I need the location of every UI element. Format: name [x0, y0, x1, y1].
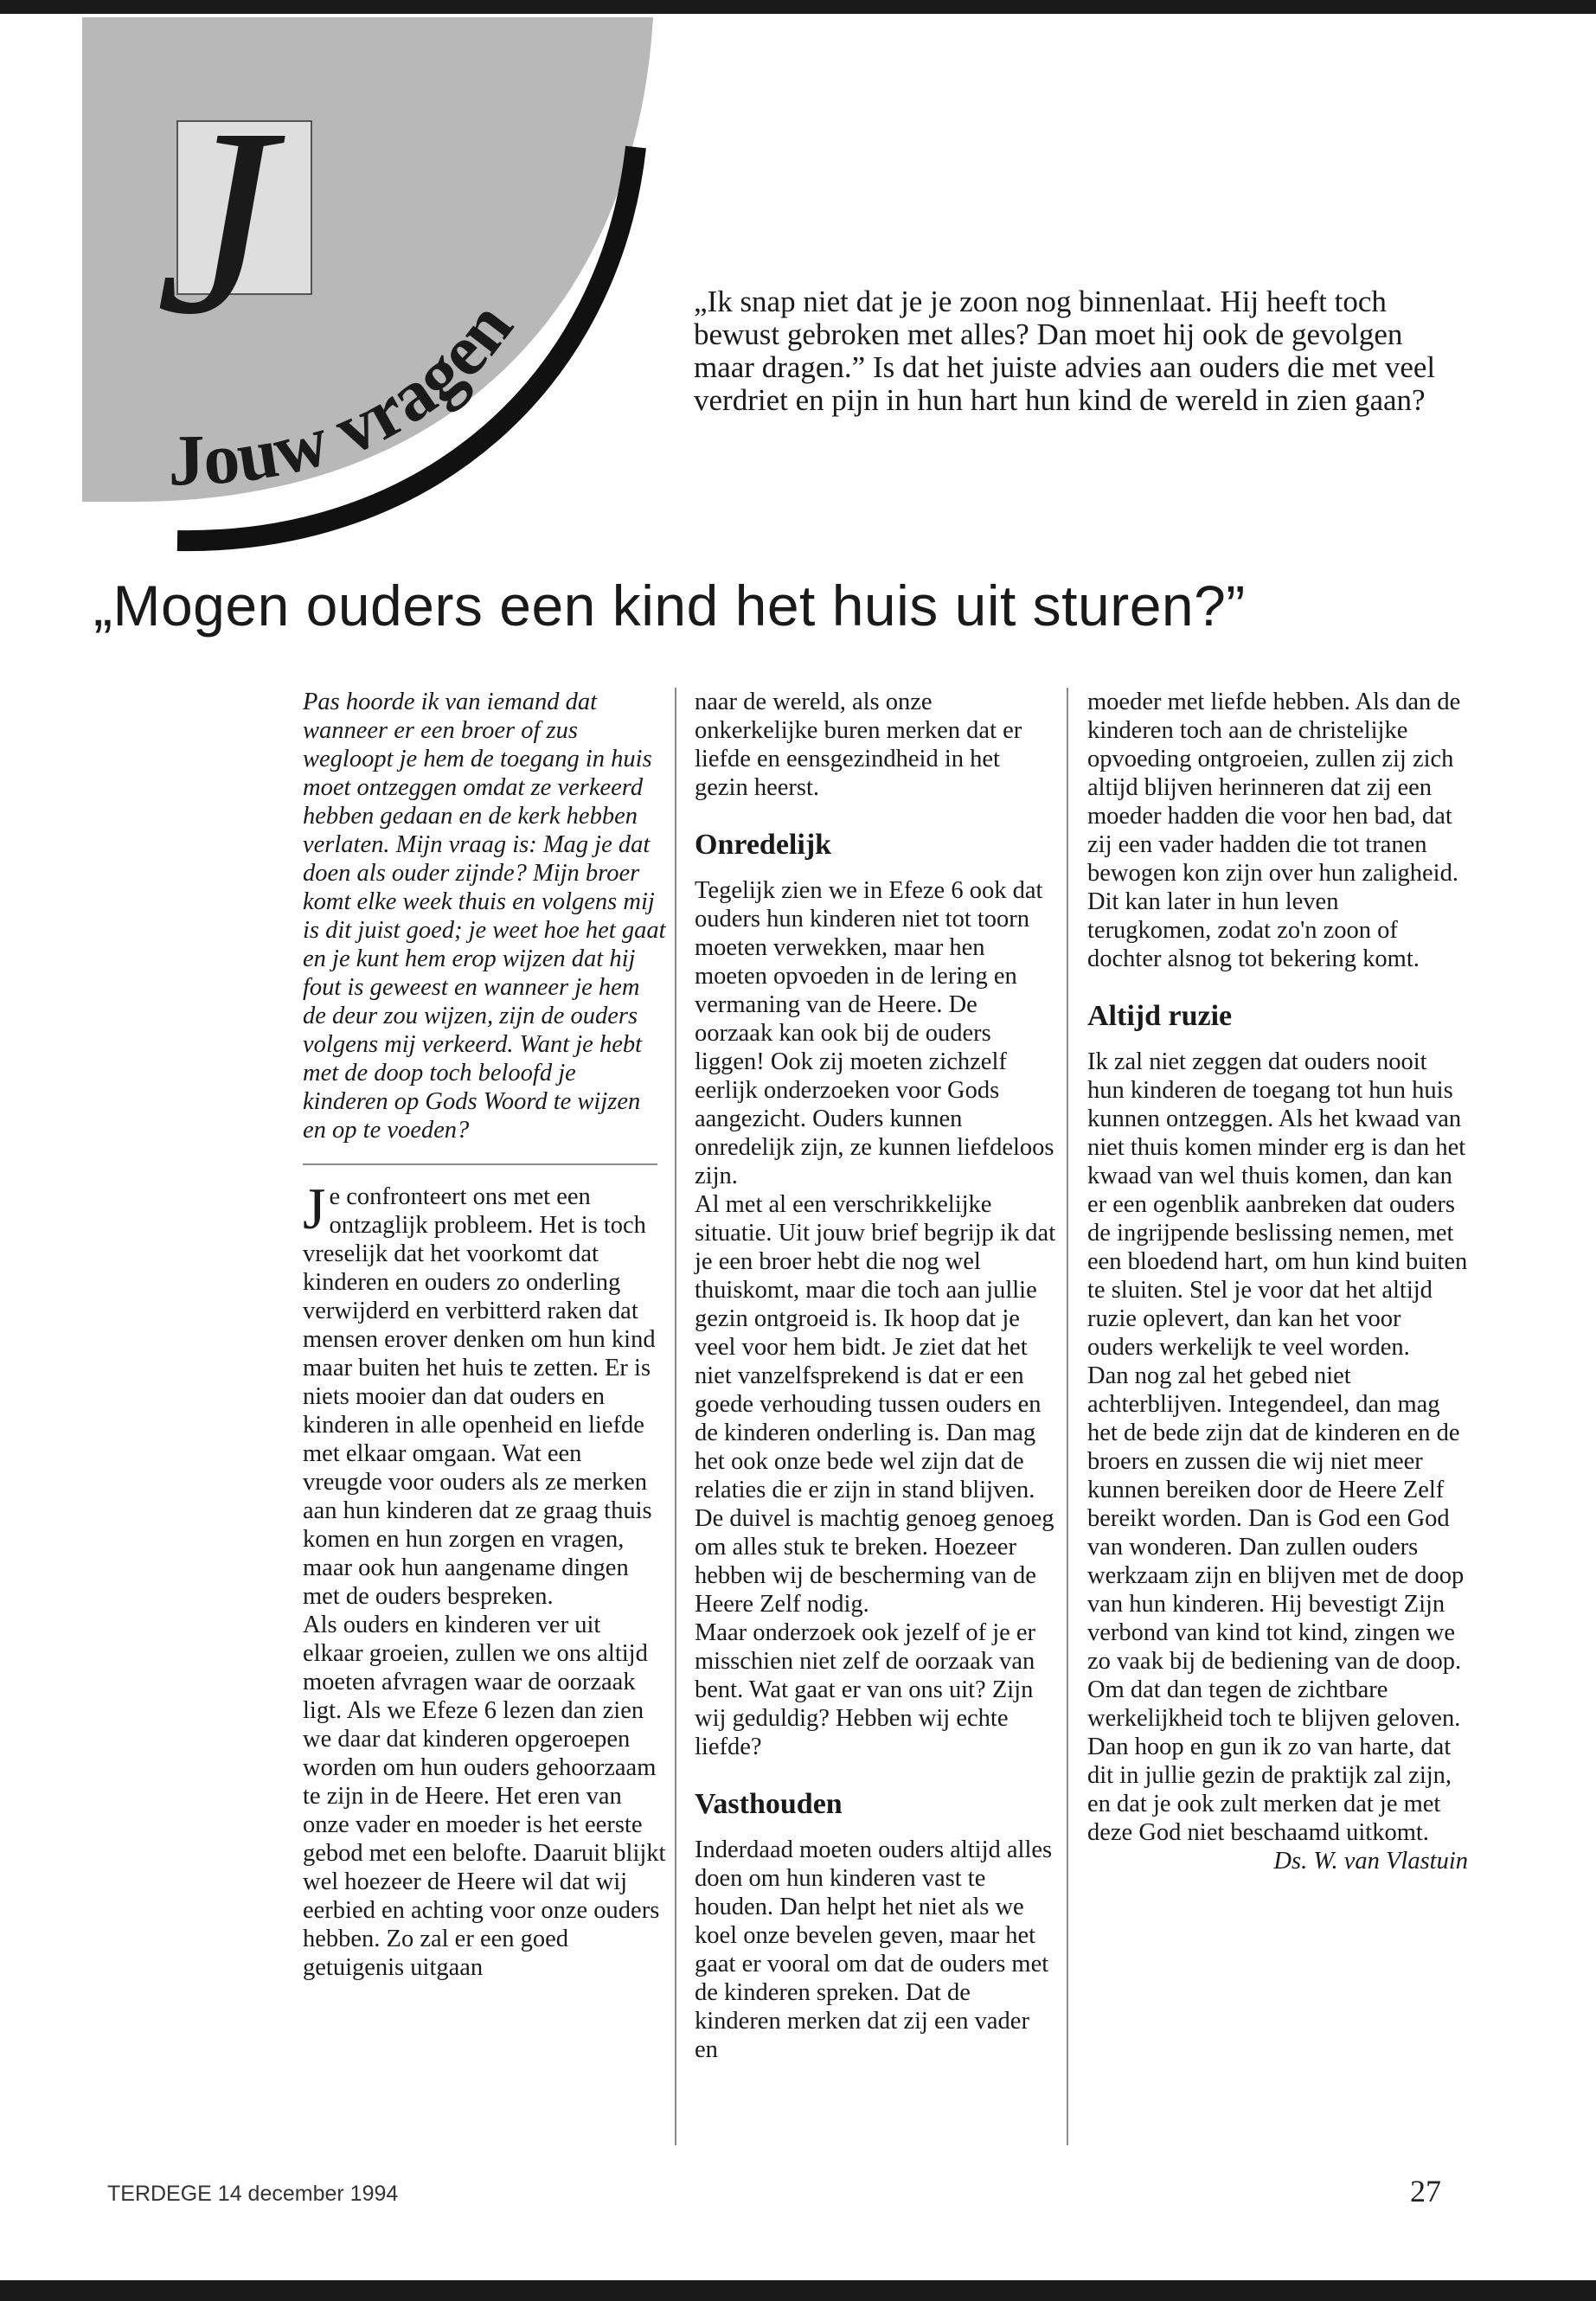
column-divider [675, 688, 676, 2145]
bottom-border [0, 2280, 1596, 2301]
answer-paragraph: naar de wereld, als onze onkerkelijke buren merken dat er liefde en eensgezindheid in het gezin heerst. [695, 689, 1022, 801]
article-column-1 [303, 688, 666, 1982]
page-title: „Mogen ouders een kind het huis uit sturen?” [93, 574, 1246, 638]
subheading-onredelijk: Onredelijk [695, 829, 832, 861]
top-border [0, 0, 1596, 14]
magazine-footer: TERDEGE 14 december 1994 [107, 2182, 399, 2206]
jouw-vragen-logo [82, 17, 653, 554]
article-column-2 [695, 688, 1058, 2064]
answer-paragraph-text: e confronteert ons met een ontzaglijk probleem. Het is toch vreselijk dat het voorkomt dat kinderen en ouders zo onderling verwijderd en verbitterd raken dat mensen erover denken om hun kind maar buiten het huis te zetten. Er is niets mooier dan dat ouders en kinderen in alle openheid en liefde met elkaar omgaan. Wat een vreugde voor ouders als ze merken aan hun kinderen dat ze graag thuis komen en hun zorgen en vragen, maar ook hun aangename dingen met de ouders bespreken. [303, 1183, 656, 1610]
question-divider [303, 1163, 657, 1165]
answer-paragraph: Maar onderzoek ook jezelf of je er misschien niet zelf de oorzaak van bent. Wat gaat er van ons uit? Zijn wij geduldig? Hebben wij echte liefde? [695, 1619, 1036, 1760]
logo-letter: J [156, 74, 275, 370]
answer-paragraph: Dan hoop en gun ik zo van harte, dat dit in jullie gezin de praktijk zal zijn, en dat je ook zult merken dat je met deze God niet beschaamd uitkomt. [1087, 1734, 1452, 1846]
drop-cap: J [303, 1176, 326, 1241]
reader-question: Pas hoorde ik van iemand dat wanneer er een broer of zus wegloopt je hem de toegang in huis moet ontzeggen omdat ze verkeerd hebben gedaan en de kerk hebben verlaten. Mijn vraag is: Mag je dat doen als ouder zijnde? Mijn broer komt elke week thuis en volgens mij is dit juist goed; je weet hoe het gaat en je kunt hem erop wijzen dat hij fout is geweest en wanneer je hem de deur zou wijzen, zijn de ouders volgens mij verkeerd. Want je hebt met de doop toch beloofd je kinderen op Gods Woord te wijzen en op te voeden? [303, 689, 666, 1144]
answer-paragraph: Ik zal niet zeggen dat ouders nooit hun kinderen de toegang tot hun huis kunnen ontzeggen. Als het kwaad van niet thuis komen minder erg is dan het kwaad van wel thuis komen, dan kan er een ogenblik aanbreken dat ouders de ingrijpende beslissing nemen, met een bloedend hart, om hun kind buiten te sluiten. Stel je voor dat het altijd ruzie oplevert, dan kan het voor ouders werkelijk te veel worden. [1087, 1048, 1468, 1361]
author-signature: Ds. W. van Vlastuin [1273, 1848, 1468, 1875]
logo-text: Jouw vragen [168, 286, 529, 502]
answer-paragraph [303, 1176, 666, 1611]
answer-paragraph: Al met al een verschrikkelijke situatie. Uit jouw brief begrijp ik dat je een broer hebt die nog wel thuiskomt, maar die toch aan jullie gezin ontgroeid is. Ik hoop dat je veel voor hem bidt. Je ziet dat het niet vanzelfsprekend is dat er een goede verhouding tussen ouders en de kinderen onderling is. Dan mag het ook onze bede wel zijn dat de relaties die er zijn in stand blijven. De duivel is machtig genoeg genoeg om alles stuk te breken. Hoezeer hebben wij de bescherming van de Heere Zelf nodig. [695, 1191, 1056, 1618]
intro-text: „Ik snap niet dat je je zoon nog binnenlaat. Hij heeft toch bewust gebroken met alles? Dan moet hij ook de gevolgen maar dragen.” Is dat het juiste advies aan ouders die met veel verdriet en pijn in hun hart hun kind de wereld in zien gaan? [694, 285, 1436, 417]
column-divider [1067, 688, 1068, 2145]
article-column-3 [1087, 688, 1468, 1875]
answer-paragraph: moeder met liefde hebben. Als dan de kinderen toch aan de christelijke opvoeding ontgroeien, zullen zij zich altijd blijven herinneren dat zij een moeder hadden die voor hen bad, dat zij een vader hadden die tot tranen bewogen kon zijn over hun zaligheid. Dit kan later in hun leven terugkomen, zodat zo'n zoon of dochter alsnog tot bekering komt. [1087, 689, 1461, 972]
subheading-vasthouden: Vasthouden [695, 1788, 843, 1820]
page-number: 27 [1410, 2174, 1441, 2208]
answer-paragraph: Als ouders en kinderen ver uit elkaar groeien, zullen we ons altijd moeten afvragen waar de oorzaak ligt. Als we Efeze 6 lezen dan zien we daar dat kinderen opgeroepen worden om hun ouders gehoorzaam te zijn in de Heere. Het eren van onze vader en moeder is het eerste gebod met een belofte. Daaruit blijkt wel hoezeer de Heere wil dat wij eerbied en achting voor onze ouders hebben. Zo zal er een goed getuigenis uitgaan [303, 1612, 666, 1981]
subheading-altijd-ruzie: Altijd ruzie [1087, 1000, 1233, 1032]
answer-paragraph: Tegelijk zien we in Efeze 6 ook dat ouders hun kinderen niet tot toorn moeten verwekken, maar hen moeten opvoeden in de lering en vermaning van de Heere. De oorzaak kan ook bij de ouders liggen! Ook zij moeten zichzelf eerlijk onderzoeken voor Gods aangezicht. Ouders kunnen onredelijk zijn, ze kunnen liefdeloos zijn. [695, 877, 1054, 1189]
answer-paragraph: Dan nog zal het gebed niet achterblijven. Integendeel, dan mag het de bede zijn dat de kinderen en de broers en zussen die wij niet meer kunnen bereiken door de Heere Zelf bereikt worden. Dan is God een God van wonderen. Dan zullen ouders werkzaam zijn en blijven met de doop van hun kinderen. Hij bevestigt Zijn verbond van kind tot kind, zingen we zo vaak bij de bediening van de doop. Om dat dan tegen de zichtbare werkelijkheid toch te blijven geloven. [1087, 1362, 1465, 1732]
answer-paragraph: Inderdaad moeten ouders altijd alles doen om hun kinderen vast te houden. Dan helpt het niet als we koel onze bevelen geven, maar het gaat er vooral om dat de ouders met de kinderen spreken. Dat de kinderen merken dat zij een vader en [695, 1836, 1053, 2063]
